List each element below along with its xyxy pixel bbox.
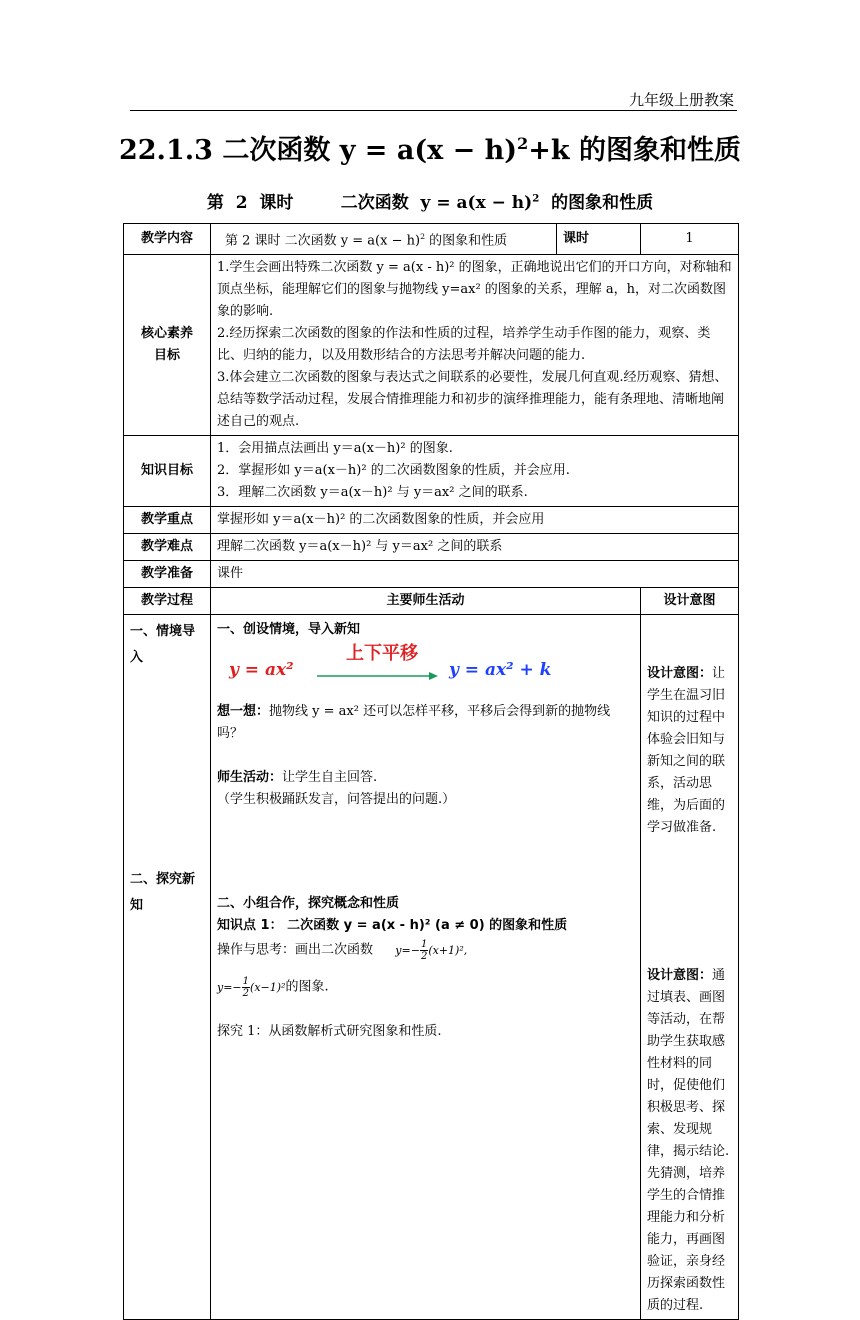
- label-knowledge-goals: 知识目标: [124, 436, 211, 507]
- f2-after: 的图象.: [285, 979, 329, 995]
- hours-value: 1: [641, 224, 739, 255]
- f1-suffix: (x+1)²,: [428, 943, 468, 957]
- think-paragraph: [217, 701, 634, 745]
- page-title: [0, 128, 860, 167]
- banner-left-formula: y = ax²: [229, 660, 294, 681]
- think-text: 抛物线 y = ax² 还可以怎样平移，平移后会得到新的抛物线吗？: [217, 704, 611, 742]
- header-text: 九年级上册教案: [628, 91, 734, 109]
- activity-label: 师生活动：: [217, 770, 283, 786]
- key-point-value: 掌握形如 y＝a(x－h)² 的二次函数图象的性质，并会应用: [211, 507, 739, 534]
- title-suffix: +k 的图象和性质: [528, 135, 742, 166]
- banner-label: 上下平移: [346, 643, 418, 665]
- knowledge-3: 3．理解二次函数 y＝a(x－h)² 与 y＝ax² 之间的联系.: [217, 485, 528, 501]
- row-knowledge-goals: [124, 436, 739, 507]
- row-difficulty: [124, 534, 739, 561]
- f1-prefix: y=−: [395, 943, 420, 957]
- core-goals-value: [211, 255, 739, 436]
- knowledge-point-1: 知识点 1： 二次函数 y = a(x - h)² (a ≠ 0) 的图象和性质: [217, 918, 568, 934]
- formula-2-line: [217, 976, 634, 999]
- arrow-right-icon: [317, 671, 439, 681]
- spacer: [217, 999, 634, 1021]
- knowledge-2: 2．掌握形如 y＝a(x－h)² 的二次函数图象的性质，并会应用.: [217, 463, 570, 479]
- label-main-activity: 主要师生活动: [211, 588, 641, 615]
- knowledge-1: 1．会用描点法画出 y＝a(x－h)² 的图象.: [217, 441, 453, 457]
- intent-2-label: 设计意图：: [647, 968, 713, 984]
- core-goals-label-2: 目标: [153, 348, 180, 364]
- stage-1-label: 一、情境导入: [130, 624, 196, 666]
- label-key-point: 教学重点: [124, 507, 211, 534]
- intent-1-label: 设计意图：: [647, 666, 713, 682]
- f2-suffix: (x−1)²: [250, 980, 286, 994]
- goal-1: 1.学生会画出特殊二次函数 y = a(x - h)² 的图象，正确地说出它们的开口方向，对称轴和顶点坐标，能理解它们的图象与抛物线 y=ax² 的图象的关系，理解 a，h，对二次函数图象的影响.: [217, 260, 732, 320]
- page-subtitle: [0, 188, 860, 213]
- intent-2-text: 通过填表、画图等活动，在帮助学生获取感性材料的同时，促使他们积极思考、探索、发现规律，揭示结论.: [647, 968, 730, 1160]
- label-design-intent: 设计意图: [641, 588, 739, 615]
- subtitle-sup: 2: [532, 192, 540, 205]
- section-1-heading: 一、创设情境，导入新知: [217, 622, 361, 638]
- f1-num: 1: [420, 939, 428, 951]
- header-rule: [130, 110, 737, 111]
- f2-prefix: y=−: [217, 980, 242, 994]
- row-process-body: [124, 615, 739, 1320]
- label-teaching-content: 教学内容: [124, 224, 211, 255]
- content-sup: 2: [420, 232, 426, 241]
- translation-banner: [217, 643, 634, 691]
- row-process-header: [124, 588, 739, 615]
- label-process: 教学过程: [124, 588, 211, 615]
- design-intent-cell: [641, 615, 739, 1320]
- intent-2: [647, 965, 732, 1163]
- banner-right-formula: y = ax² + k: [449, 660, 552, 681]
- operation-paragraph: [217, 939, 634, 962]
- operation-text: 操作与思考：画出二次函数: [217, 942, 374, 958]
- knowledge-goals-value: [211, 436, 739, 507]
- title-sup: 2: [517, 134, 529, 153]
- spacer: [217, 811, 634, 893]
- process-stage-labels: [124, 615, 211, 1320]
- stage-2-label: 二、探究新知: [130, 872, 196, 914]
- formula-1: [395, 939, 468, 963]
- title-prefix: 22.1.3 二次函数 y = a(x − h): [118, 135, 518, 166]
- f2-num: 1: [242, 976, 250, 988]
- row-core-goals: [124, 255, 739, 436]
- stage-spacer: [130, 671, 204, 867]
- difficulty-value: 理解二次函数 y＝a(x－h)² 与 y＝ax² 之间的联系: [211, 534, 739, 561]
- subtitle-prefix: 第 2 课时 二次函数 y = a(x − h): [206, 193, 533, 213]
- f1-den: 2: [420, 951, 428, 963]
- teaching-content-value: [211, 224, 557, 255]
- row-preparation: [124, 561, 739, 588]
- row-teaching-content: [124, 224, 739, 255]
- label-difficulty: 教学难点: [124, 534, 211, 561]
- content-prefix: 第 2 课时 二次函数 y = a(x − h): [225, 233, 421, 249]
- f2-fraction: [242, 976, 250, 999]
- activity-note: （学生积极踊跃发言，问答提出的问题.）: [217, 792, 456, 808]
- intent-1: [647, 663, 732, 839]
- label-hours: 课时: [557, 224, 641, 255]
- row-key-point: [124, 507, 739, 534]
- goal-2: 2.经历探索二次函数的图象的作法和性质的过程，培养学生动手作图的能力，观察、类比、归纳的能力，以及用数形结合的方法思考并解决问题的能力.: [217, 326, 711, 364]
- activity-paragraph: [217, 767, 634, 789]
- label-core-goals: [124, 255, 211, 436]
- intent-1-text: 让学生在温习旧知识的过程中体验会旧知与新知之间的联系，活动思维，为后面的学习做准备.: [647, 666, 726, 836]
- content-suffix: 的图象和性质: [425, 233, 508, 249]
- main-activity-cell: [211, 615, 641, 1320]
- explore-1: 探究 1：从函数解析式研究图象和性质.: [217, 1024, 442, 1040]
- intent-3: 先猜测，培养学生的合情推理能力和分析能力，再画图验证，亲身经历探索函数性质的过程.: [647, 1166, 726, 1314]
- section-2-heading: 二、小组合作，探究概念和性质: [217, 896, 400, 912]
- activity-text: 让学生自主回答.: [282, 770, 378, 786]
- label-preparation: 教学准备: [124, 561, 211, 588]
- formula-2: [217, 976, 286, 1000]
- goal-3: 3.体会建立二次函数的图象与表达式之间联系的必要性，发展几何直观.经历观察、猜想、总结等数学活动过程，发展合情推理能力和初步的演绎推理能力，能有条理地、清晰地阐述自己的观点.: [217, 370, 728, 430]
- preparation-value: 课件: [211, 561, 739, 588]
- think-label: 想一想：: [217, 704, 270, 720]
- core-goals-label-1: 核心素养: [140, 326, 193, 342]
- lesson-plan-table: [123, 223, 739, 1320]
- f2-den: 2: [242, 988, 250, 1000]
- spacer: [217, 745, 634, 767]
- subtitle-suffix: 的图象和性质: [539, 193, 654, 213]
